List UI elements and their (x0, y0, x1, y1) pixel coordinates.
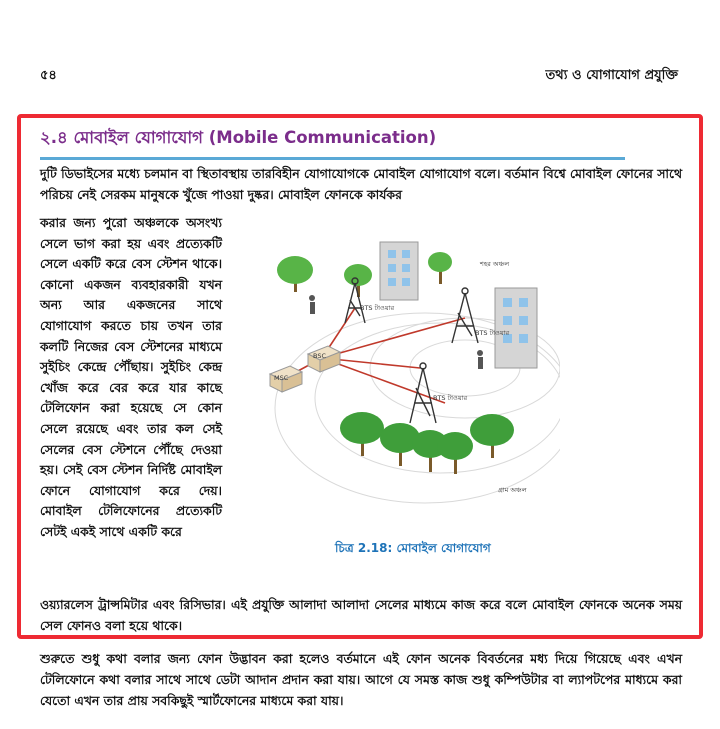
mobile-communication-figure (240, 228, 560, 508)
bsc-label: BSC (313, 352, 327, 360)
bts-tower-icon (410, 363, 436, 423)
msc-label: MSC (274, 374, 289, 382)
bts-label-1: BTS টাওয়ার (360, 304, 395, 312)
page-number: ৫৪ (40, 68, 57, 83)
bts-label-3: BTS টাওয়ার (433, 394, 468, 402)
person-icon (309, 295, 315, 314)
rural-area-label: গ্রাম অঞ্চল (498, 486, 527, 494)
page-header (40, 66, 678, 86)
building-icon (380, 242, 418, 300)
following-paragraph: শুরুতে শুধু কথা বলার জন্য ফোন উদ্ভাবন করা হলেও বর্তমানে এই ফোন অনেক বিবর্তনের মধ্য দিয়ে গিয়েছে এবং এখন টেলিফোনে কথা বলার সাথে সাথে ডেটা আদান প্রদান করা যায়। আগে যে সমস্ত কাজ শুধু কম্পিউটার বা ল্যাপটপের মাধ্যমে করা যেতো এখন তার প্রায় সবকিছুই স্মার্টফোনের মাধ্যমে করা যায়। (40, 651, 682, 708)
network-illustration (240, 228, 560, 508)
person-icon (477, 350, 483, 369)
tree-icon (277, 252, 452, 297)
figure-caption: চিত্র 2.18: মোবাইল যোগাযোগ (335, 541, 491, 555)
left-column-paragraph: করার জন্য পুরো অঞ্চলকে অসংখ্য সেলে ভাগ করা হয় এবং প্রত্যেকটি সেলে একটি করে বেস স্টেশন থাকে। কোনো একজন ব্যবহারকারী যখন অন্য আর একজনের সাথে যোগাযোগ করতে চায় তখন তার কলটি নিজের বেস স্টেশনের মাধ্যমে সুইচিং কেন্দ্রে পৌঁছায়। সুইচিং কেন্দ্র খোঁজ করে বের করে যার কাছে টেলিফোন করা হয়েছে সে কোন সেলে রয়েছে এবং তার কল সেই সেলের বেস স্টেশনে পৌঁছে দেওয়া হয়। সেই বেস স্টেশন নির্দিষ্ট মোবাইল ফোনে যোগাযোগ করে দেয়। মোবাইল টেলিফোনের প্রত্যেকটি সেটই একই সাথে একটি করে (40, 215, 222, 539)
urban-area-label: শহর অঞ্চল (480, 260, 510, 268)
intro-paragraph: দুটি ডিভাইসের মধ্যে চলমান বা স্থিতাবস্থায় তারবিহীন যোগাযোগকে মোবাইল যোগাযোগ বলে। বর্তমান বিশ্বে মোবাইল ফোনের সাথে পরিচয় নেই সেরকম মানুষকে খুঁজে পাওয়া দুষ্কর। মোবাইল ফোনকে কার্যকর (40, 166, 682, 202)
building-icon (495, 288, 537, 368)
bts-label-2: BTS টাওয়ার (475, 329, 510, 337)
section-title: ২.৪ মোবাইল যোগাযোগ (Mobile Communication) (40, 125, 625, 160)
tree-icon (340, 412, 514, 474)
running-title: তথ্য ও যোগাযোগ প্রযুক্তি (545, 68, 678, 83)
continuation-paragraph: ওয়্যারলেস ট্রান্সমিটার এবং রিসিভার। এই প্রযুক্তি আলাদা আলাদা সেলের মাধ্যমে কাজ করে বলে মোবাইল ফোনকে অনেক সময় সেল ফোনও বলা হয়ে থাকে। (40, 597, 682, 633)
